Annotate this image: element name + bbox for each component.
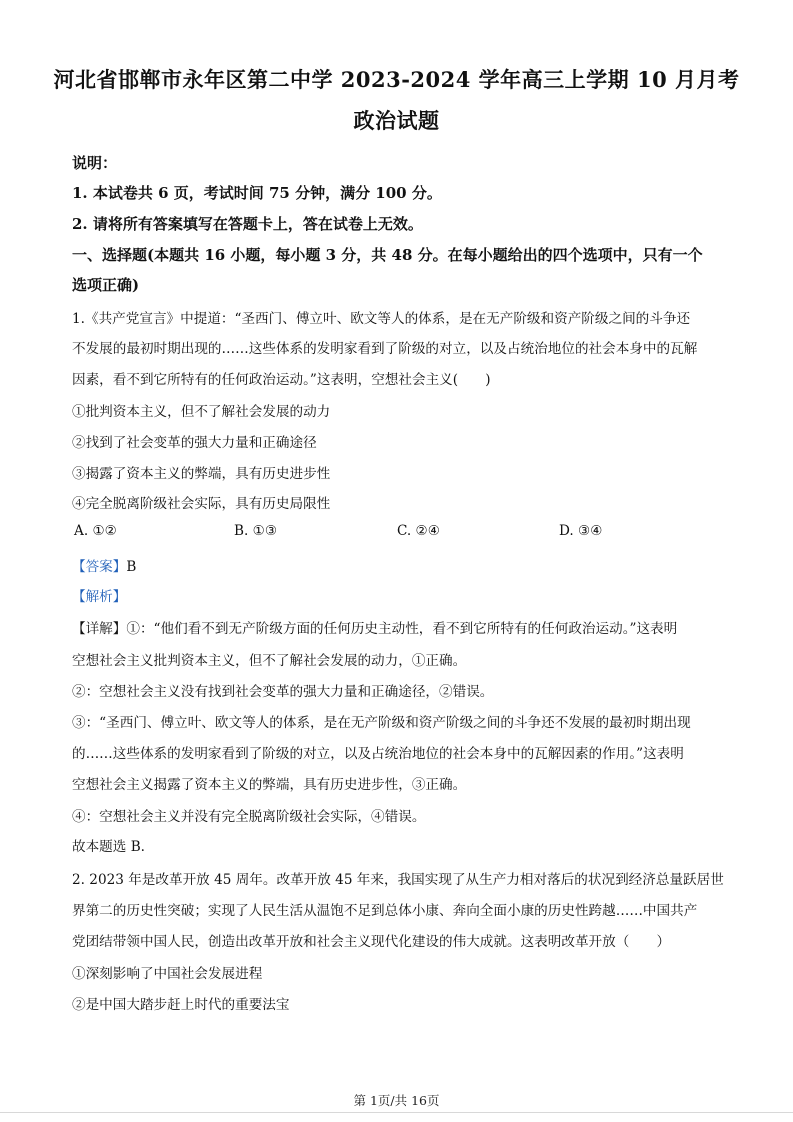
- q1-statement: ③揭露了资本主义的弊端，具有历史进步性: [72, 466, 331, 482]
- q2-stem-line: 2. 2023 年是改革开放 45 周年。改革开放 45 年来，我国实现了从生产力相对落后的状况到经济总量跃居世: [72, 872, 724, 888]
- q1-detail-line: 空想社会主义批判资本主义，但不了解社会发展的动力，①正确。: [72, 653, 467, 669]
- q1-statement: ②找到了社会变革的强大力量和正确途径: [72, 435, 317, 451]
- footer-divider: [0, 1112, 793, 1113]
- q1-statement: ④完全脱离阶级社会实际，具有历史局限性: [72, 496, 331, 512]
- q1-option-a: A. ①②: [74, 523, 117, 539]
- q1-detail-line: [72, 617, 677, 637]
- q1-option-d: D. ③④: [559, 523, 603, 539]
- q1-option-b: B. ①③: [234, 523, 278, 539]
- analysis-tag: 【解析】: [72, 589, 127, 605]
- detail-text: ①：“他们看不到无产阶级方面的任何历史主动性，看不到它所特有的任何政治运动。”这表明: [126, 621, 678, 637]
- q1-detail-line: 故本题选 B.: [72, 839, 146, 855]
- exam-title-line2: 政治试题: [353, 108, 440, 133]
- exam-title-line1: 河北省邯郸市永年区第二中学 2023-2024 学年高三上学期 10 月月考: [53, 67, 740, 92]
- q1-stem-line: 1.《共产党宣言》中提道：“圣西门、傅立叶、欧文等人的体系，是在无产阶级和资产阶级之间的斗争还: [72, 311, 691, 327]
- q2-statement: ②是中国大踏步赶上时代的重要法宝: [72, 997, 290, 1013]
- q2-stem-line: 党团结带领中国人民，创造出改革开放和社会主义现代化建设的伟大成就。这表明改革开放（ ）: [72, 934, 671, 950]
- instructions-label: 说明：: [72, 154, 118, 172]
- detail-tag: 【详解】: [72, 621, 127, 637]
- q1-stem-line: 不发展的最初时期出现的……这些体系的发明家看到了阶级的对立，以及占统治地位的社会本身中的瓦解: [72, 341, 698, 357]
- section-heading: 一、选择题(本题共 16 小题，每小题 3 分，共 48 分。在每小题给出的四个选项中，只有一个: [72, 246, 703, 264]
- q1-detail-line: ④：空想社会主义并没有完全脱离阶级社会实际，④错误。: [72, 809, 426, 825]
- q1-statement: ①批判资本主义，但不了解社会发展的动力: [72, 404, 331, 420]
- instruction-item: 1. 本试卷共 6 页，考试时间 75 分钟，满分 100 分。: [72, 184, 442, 202]
- answer-value: B: [126, 559, 137, 575]
- answer-tag: 【答案】: [72, 559, 127, 575]
- q1-option-c: C. ②④: [397, 523, 440, 539]
- q2-statement: ①深刻影响了中国社会发展进程: [72, 966, 263, 982]
- q1-detail-line: 空想社会主义揭露了资本主义的弊端，具有历史进步性，③正确。: [72, 777, 467, 793]
- section-heading-cont: 选项正确): [72, 276, 140, 294]
- q2-stem-line: 界第二的历史性突破；实现了人民生活从温饱不足到总体小康、奔向全面小康的历史性跨越……中国共产: [72, 903, 698, 919]
- q1-detail-line: 的……这些体系的发明家看到了阶级的对立，以及占统治地位的社会本身中的瓦解因素的作用。”这表明: [72, 746, 684, 762]
- instruction-item: 2. 请将所有答案填写在答题卡上，答在试卷上无效。: [72, 215, 423, 233]
- q1-stem-line: 因素，看不到它所特有的任何政治运动。”这表明，空想社会主义( ): [72, 372, 491, 388]
- q1-detail-line: ②：空想社会主义没有找到社会变革的强大力量和正确途径，②错误。: [72, 684, 494, 700]
- q1-detail-line: ③：“圣西门、傅立叶、欧文等人的体系，是在无产阶级和资产阶级之间的斗争还不发展的最初时期出现: [72, 715, 691, 731]
- page-footer: 第 1页/共 16页: [353, 1093, 440, 1108]
- q1-answer-row: [72, 555, 136, 575]
